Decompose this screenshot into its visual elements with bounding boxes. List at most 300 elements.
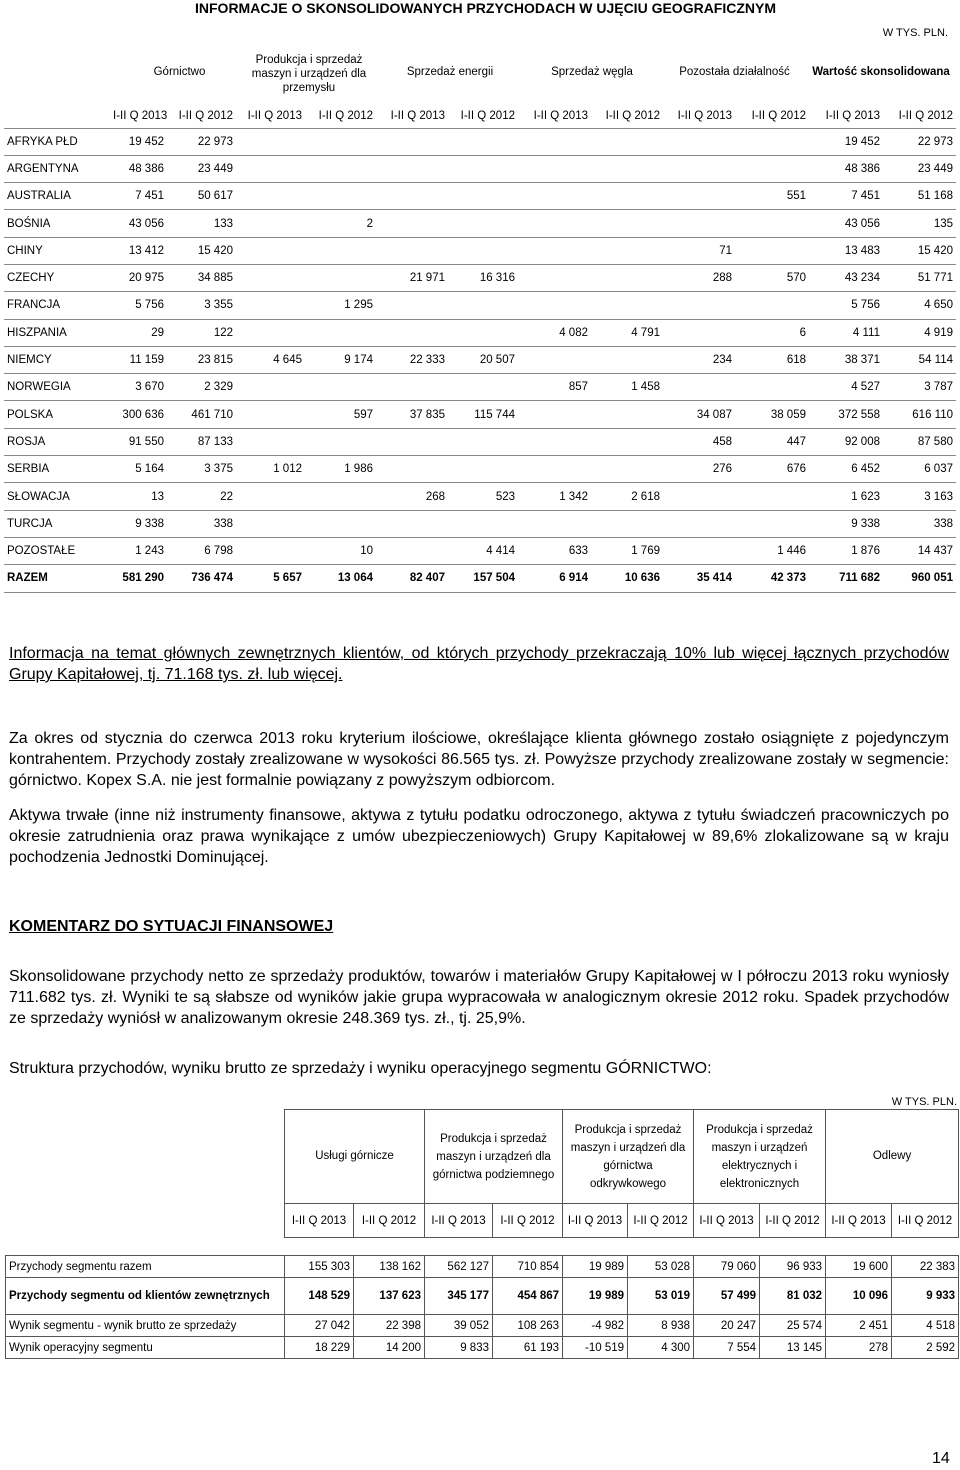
value-cell	[735, 483, 809, 510]
seg-period-row	[6, 1204, 959, 1238]
value-cell	[376, 128, 448, 155]
section-heading: KOMENTARZ DO SYTUACJI FINANSOWEJ	[9, 918, 334, 935]
value-cell: 37 835	[376, 401, 448, 428]
page-number: 14	[932, 1450, 950, 1467]
value-cell: 4 919	[883, 319, 956, 346]
value-cell: 276	[663, 456, 735, 483]
value-cell	[591, 428, 663, 455]
value-cell	[591, 237, 663, 264]
value-cell: 23 449	[167, 155, 236, 182]
table-row	[4, 428, 956, 455]
value-cell: 50 617	[167, 183, 236, 210]
value-cell	[448, 292, 518, 319]
value-cell: 2	[305, 210, 376, 237]
value-cell	[663, 183, 735, 210]
value-cell: 19 989	[563, 1278, 628, 1315]
value-cell	[236, 264, 305, 291]
value-cell: -10 519	[563, 1337, 628, 1359]
period-header: I-II Q 2013	[236, 104, 305, 128]
value-cell: 857	[518, 374, 591, 401]
value-cell	[591, 210, 663, 237]
table-row	[4, 510, 956, 537]
period-header: I-II Q 2013	[563, 1204, 628, 1238]
period-header: I-II Q 2012	[883, 104, 956, 128]
value-cell: 1 986	[305, 456, 376, 483]
value-cell: 4 650	[883, 292, 956, 319]
value-cell	[448, 319, 518, 346]
value-cell	[591, 401, 663, 428]
value-cell: 23 449	[883, 155, 956, 182]
seg-spacer-row	[6, 1238, 959, 1256]
value-cell: 19 452	[809, 128, 883, 155]
value-cell	[518, 183, 591, 210]
value-cell	[376, 155, 448, 182]
total-row	[4, 565, 956, 592]
table-row	[4, 237, 956, 264]
value-cell	[305, 510, 376, 537]
table-row	[4, 128, 956, 155]
segment-row-label: Wynik operacyjny segmentu	[6, 1337, 285, 1359]
value-cell: 618	[735, 346, 809, 373]
value-cell: 20 975	[110, 264, 167, 291]
segment-table	[5, 1109, 959, 1359]
value-cell: 38 371	[809, 346, 883, 373]
value-cell: 6 798	[167, 537, 236, 564]
value-cell	[236, 428, 305, 455]
value-cell: 53 019	[628, 1278, 694, 1315]
value-cell: 20 247	[694, 1315, 760, 1337]
value-cell: 48 386	[809, 155, 883, 182]
value-cell: 29	[110, 319, 167, 346]
value-cell: 43 234	[809, 264, 883, 291]
table-row	[4, 292, 956, 319]
period-header: I-II Q 2012	[493, 1204, 563, 1238]
value-cell	[735, 292, 809, 319]
total-label: RAZEM	[4, 565, 110, 592]
table-row	[4, 346, 956, 373]
value-cell: 6 037	[883, 456, 956, 483]
value-cell	[663, 210, 735, 237]
value-cell	[591, 456, 663, 483]
value-cell: 25 574	[760, 1315, 826, 1337]
value-cell: 10	[305, 537, 376, 564]
value-cell: 22	[167, 483, 236, 510]
value-cell: 2 618	[591, 483, 663, 510]
value-cell: 11 159	[110, 346, 167, 373]
geo-period-row	[4, 104, 956, 128]
value-cell: 22 383	[892, 1256, 959, 1278]
value-cell: 268	[376, 483, 448, 510]
value-cell: 137 623	[354, 1278, 425, 1315]
value-cell: 562 127	[425, 1256, 493, 1278]
value-cell: 345 177	[425, 1278, 493, 1315]
value-cell: 22 973	[167, 128, 236, 155]
value-cell: 14 200	[354, 1337, 425, 1359]
country-name: ARGENTYNA	[4, 155, 110, 182]
value-cell: 22 398	[354, 1315, 425, 1337]
value-cell: 108 263	[493, 1315, 563, 1337]
geo-group-header: Wartość skonsolidowana	[812, 66, 950, 78]
value-cell: 53 028	[628, 1256, 694, 1278]
value-cell	[305, 237, 376, 264]
value-cell	[376, 456, 448, 483]
value-cell: 372 558	[809, 401, 883, 428]
value-cell	[448, 428, 518, 455]
value-cell: 92 008	[809, 428, 883, 455]
value-cell	[448, 374, 518, 401]
value-cell: 234	[663, 346, 735, 373]
value-cell: 22 333	[376, 346, 448, 373]
value-cell	[518, 510, 591, 537]
period-header: I-II Q 2012	[448, 104, 518, 128]
total-value-cell: 6 914	[518, 565, 591, 592]
value-cell	[376, 537, 448, 564]
period-header: I-II Q 2013	[376, 104, 448, 128]
value-cell: 4 300	[628, 1337, 694, 1359]
value-cell: 43 056	[110, 210, 167, 237]
value-cell: 15 420	[167, 237, 236, 264]
paragraph-main-client: Za okres od stycznia do czerwca 2013 roku kryterium ilościowe, określające klienta głównego zostało osiągnięte z pojedynczym kontrahentem. Przychody zostały zrealizowane w wysokości 86.565 tys. zł. Powyższe przychody zrealizowane zostały w segmencie: górnictwo. Kopex S.A. nie jest formalnie powiązany z powyższym odbiorcom.	[9, 730, 949, 789]
value-cell: 3 355	[167, 292, 236, 319]
value-cell: 115 744	[448, 401, 518, 428]
value-cell: 13 145	[760, 1337, 826, 1359]
value-cell	[236, 183, 305, 210]
value-cell: 34 087	[663, 401, 735, 428]
value-cell	[376, 237, 448, 264]
paragraph-fixed-assets: Aktywa trwałe (inne niż instrumenty finansowe, aktywa z tytułu podatku odroczonego, aktywa z tytułu świadczeń pracowniczych po okresie zatrudnienia oraz prawa wynikające z umów ubezpieczeniowych) Grupy Kapitałowej w 89,6% zlokalizowane są w kraju pochodzenia Jednostki Dominującej.	[9, 807, 949, 866]
table-row	[4, 374, 956, 401]
value-cell	[236, 155, 305, 182]
value-cell: 3 163	[883, 483, 956, 510]
value-cell: 676	[735, 456, 809, 483]
value-cell: 91 550	[110, 428, 167, 455]
value-cell: 51 771	[883, 264, 956, 291]
table-row	[4, 319, 956, 346]
country-name: HISZPANIA	[4, 319, 110, 346]
seg-group-header: Produkcja i sprzedaż maszyn i urządzeń elektrycznych i elektronicznych	[694, 1110, 826, 1204]
value-cell	[663, 319, 735, 346]
value-cell	[376, 292, 448, 319]
period-header: I-II Q 2012	[167, 104, 236, 128]
table-row	[4, 210, 956, 237]
value-cell: 300 636	[110, 401, 167, 428]
geo-table	[4, 104, 956, 593]
value-cell: 13 412	[110, 237, 167, 264]
value-cell: 338	[167, 510, 236, 537]
value-cell	[448, 510, 518, 537]
country-name: AFRYKA PŁD	[4, 128, 110, 155]
value-cell: 1 458	[591, 374, 663, 401]
value-cell: 3 375	[167, 456, 236, 483]
value-cell: 7 554	[694, 1337, 760, 1359]
value-cell: 19 600	[826, 1256, 892, 1278]
seg-group-header: Produkcja i sprzedaż maszyn i urządzeń dla górnictwa odkrywkowego	[563, 1110, 694, 1204]
value-cell	[591, 510, 663, 537]
value-cell	[236, 210, 305, 237]
value-cell: 23 815	[167, 346, 236, 373]
value-cell	[448, 456, 518, 483]
value-cell: 523	[448, 483, 518, 510]
corner-cell	[6, 1110, 285, 1204]
period-header: I-II Q 2013	[110, 104, 167, 128]
value-cell	[448, 155, 518, 182]
value-cell: 138 162	[354, 1256, 425, 1278]
value-cell	[591, 346, 663, 373]
value-cell	[591, 183, 663, 210]
value-cell: 1 295	[305, 292, 376, 319]
total-value-cell: 10 636	[591, 565, 663, 592]
value-cell: 2 451	[826, 1315, 892, 1337]
value-cell: 3 670	[110, 374, 167, 401]
total-value-cell: 5 657	[236, 565, 305, 592]
geo-unit: W TYS. PLN.	[882, 27, 948, 39]
seg-group-header: Produkcja i sprzedaż maszyn i urządzeń dla górnictwa podziemnego	[425, 1110, 563, 1204]
value-cell	[735, 128, 809, 155]
period-header: I-II Q 2013	[826, 1204, 892, 1238]
value-cell	[236, 537, 305, 564]
segment-row-label: Wynik segmentu - wynik brutto ze sprzedaży	[6, 1315, 285, 1337]
value-cell: 1 342	[518, 483, 591, 510]
value-cell	[663, 510, 735, 537]
value-cell	[591, 292, 663, 319]
value-cell: 633	[518, 537, 591, 564]
period-header: I-II Q 2013	[663, 104, 735, 128]
value-cell: 9 338	[809, 510, 883, 537]
period-header: I-II Q 2013	[285, 1204, 354, 1238]
value-cell	[591, 264, 663, 291]
total-value-cell: 13 064	[305, 565, 376, 592]
value-cell: 1 446	[735, 537, 809, 564]
value-cell	[305, 428, 376, 455]
value-cell: 27 042	[285, 1315, 354, 1337]
value-cell: 4 645	[236, 346, 305, 373]
value-cell	[663, 483, 735, 510]
value-cell: 710 854	[493, 1256, 563, 1278]
value-cell	[236, 374, 305, 401]
spacer-cell	[6, 1238, 959, 1256]
country-name: BOŚNIA	[4, 210, 110, 237]
value-cell	[663, 374, 735, 401]
value-cell: 4 791	[591, 319, 663, 346]
country-name: SŁOWACJA	[4, 483, 110, 510]
table-row	[4, 183, 956, 210]
table-row	[4, 483, 956, 510]
value-cell: 54 114	[883, 346, 956, 373]
value-cell: 9 338	[110, 510, 167, 537]
value-cell: 79 060	[694, 1256, 760, 1278]
value-cell: 96 933	[760, 1256, 826, 1278]
geo-group-header: Sprzedaż węgla	[551, 66, 633, 78]
geo-group-header: Produkcja i sprzedaż maszyn i urządzeń dla przemysłu	[251, 54, 367, 94]
total-value-cell: 157 504	[448, 565, 518, 592]
value-cell: 38 059	[735, 401, 809, 428]
value-cell: 19 989	[563, 1256, 628, 1278]
period-header: I-II Q 2012	[892, 1204, 959, 1238]
value-cell: 3 787	[883, 374, 956, 401]
segment-row-label: Przychody segmentu od klientów zewnętrznych	[6, 1278, 285, 1315]
table-row	[6, 1337, 959, 1359]
value-cell: 4 527	[809, 374, 883, 401]
value-cell: 7 451	[110, 183, 167, 210]
value-cell: 87 580	[883, 428, 956, 455]
value-cell: 1 243	[110, 537, 167, 564]
value-cell: 2 329	[167, 374, 236, 401]
value-cell	[518, 264, 591, 291]
value-cell	[735, 510, 809, 537]
seg-group-row	[6, 1110, 959, 1204]
period-header: I-II Q 2013	[809, 104, 883, 128]
seg-group-header: Odlewy	[826, 1110, 959, 1204]
value-cell	[305, 374, 376, 401]
value-cell: 1 769	[591, 537, 663, 564]
value-cell	[518, 128, 591, 155]
value-cell: 22 973	[883, 128, 956, 155]
value-cell: 5 164	[110, 456, 167, 483]
value-cell: 34 885	[167, 264, 236, 291]
period-header: I-II Q 2012	[354, 1204, 425, 1238]
table-row	[4, 401, 956, 428]
value-cell: 1 623	[809, 483, 883, 510]
value-cell: 2 592	[892, 1337, 959, 1359]
value-cell	[735, 155, 809, 182]
table-row	[4, 264, 956, 291]
country-name: CHINY	[4, 237, 110, 264]
period-header: I-II Q 2013	[425, 1204, 493, 1238]
value-cell: 15 420	[883, 237, 956, 264]
value-cell: 1 876	[809, 537, 883, 564]
value-cell: 61 193	[493, 1337, 563, 1359]
value-cell	[236, 292, 305, 319]
value-cell: 87 133	[167, 428, 236, 455]
value-cell	[735, 210, 809, 237]
value-cell	[518, 210, 591, 237]
value-cell	[518, 155, 591, 182]
value-cell: 135	[883, 210, 956, 237]
value-cell: 19 452	[110, 128, 167, 155]
value-cell: 278	[826, 1337, 892, 1359]
table-row	[4, 456, 956, 483]
value-cell: 454 867	[493, 1278, 563, 1315]
value-cell: 570	[735, 264, 809, 291]
value-cell: 338	[883, 510, 956, 537]
value-cell	[735, 374, 809, 401]
value-cell	[376, 210, 448, 237]
value-cell	[376, 319, 448, 346]
period-header: I-II Q 2012	[305, 104, 376, 128]
value-cell: 155 303	[285, 1256, 354, 1278]
total-value-cell: 581 290	[110, 565, 167, 592]
corner-cell	[4, 104, 110, 128]
value-cell: 4 082	[518, 319, 591, 346]
period-header: I-II Q 2013	[694, 1204, 760, 1238]
value-cell	[448, 210, 518, 237]
value-cell: 9 933	[892, 1278, 959, 1315]
value-cell	[518, 346, 591, 373]
country-name: SERBIA	[4, 456, 110, 483]
value-cell	[591, 128, 663, 155]
value-cell: 458	[663, 428, 735, 455]
paragraph-structure-intro: Struktura przychodów, wyniku brutto ze sprzedaży i wyniku operacyjnego segmentu GÓRNICTWO:	[9, 1060, 712, 1077]
country-name: CZECHY	[4, 264, 110, 291]
value-cell: 13	[110, 483, 167, 510]
value-cell: 461 710	[167, 401, 236, 428]
value-cell	[735, 237, 809, 264]
value-cell: 6	[735, 319, 809, 346]
value-cell	[236, 510, 305, 537]
country-name: NORWEGIA	[4, 374, 110, 401]
segment-row-label: Przychody segmentu razem	[6, 1256, 285, 1278]
value-cell	[305, 319, 376, 346]
value-cell: 7 451	[809, 183, 883, 210]
value-cell	[305, 155, 376, 182]
value-cell	[448, 237, 518, 264]
total-value-cell: 42 373	[735, 565, 809, 592]
country-name: POLSKA	[4, 401, 110, 428]
value-cell	[376, 183, 448, 210]
value-cell	[448, 183, 518, 210]
country-name: FRANCJA	[4, 292, 110, 319]
value-cell	[376, 374, 448, 401]
value-cell	[663, 292, 735, 319]
value-cell	[448, 128, 518, 155]
value-cell: 288	[663, 264, 735, 291]
value-cell	[591, 155, 663, 182]
value-cell: 4 414	[448, 537, 518, 564]
country-name: AUSTRALIA	[4, 183, 110, 210]
value-cell: 57 499	[694, 1278, 760, 1315]
value-cell: -4 982	[563, 1315, 628, 1337]
table-row	[6, 1315, 959, 1337]
value-cell: 39 052	[425, 1315, 493, 1337]
value-cell	[518, 237, 591, 264]
value-cell	[236, 128, 305, 155]
value-cell: 81 032	[760, 1278, 826, 1315]
value-cell: 14 437	[883, 537, 956, 564]
value-cell: 6 452	[809, 456, 883, 483]
table-row	[4, 155, 956, 182]
value-cell: 71	[663, 237, 735, 264]
table-row	[6, 1256, 959, 1278]
value-cell: 51 168	[883, 183, 956, 210]
country-name: ROSJA	[4, 428, 110, 455]
seg-body	[6, 1256, 959, 1359]
value-cell: 5 756	[809, 292, 883, 319]
country-name: TURCJA	[4, 510, 110, 537]
period-header: I-II Q 2012	[735, 104, 809, 128]
value-cell: 48 386	[110, 155, 167, 182]
value-cell	[305, 264, 376, 291]
value-cell: 4 518	[892, 1315, 959, 1337]
value-cell	[518, 401, 591, 428]
value-cell: 8 938	[628, 1315, 694, 1337]
table-row	[4, 537, 956, 564]
period-header: I-II Q 2012	[591, 104, 663, 128]
table-row	[6, 1278, 959, 1315]
country-name: NIEMCY	[4, 346, 110, 373]
value-cell: 597	[305, 401, 376, 428]
value-cell	[663, 155, 735, 182]
geo-group-header: Pozostała działalność	[679, 66, 790, 78]
geo-group-header: Górnictwo	[153, 66, 206, 78]
value-cell: 9 174	[305, 346, 376, 373]
total-value-cell: 736 474	[167, 565, 236, 592]
seg-group-header: Usługi górnicze	[285, 1110, 425, 1204]
value-cell: 616 110	[883, 401, 956, 428]
value-cell	[305, 183, 376, 210]
value-cell	[376, 510, 448, 537]
total-value-cell: 35 414	[663, 565, 735, 592]
value-cell: 133	[167, 210, 236, 237]
